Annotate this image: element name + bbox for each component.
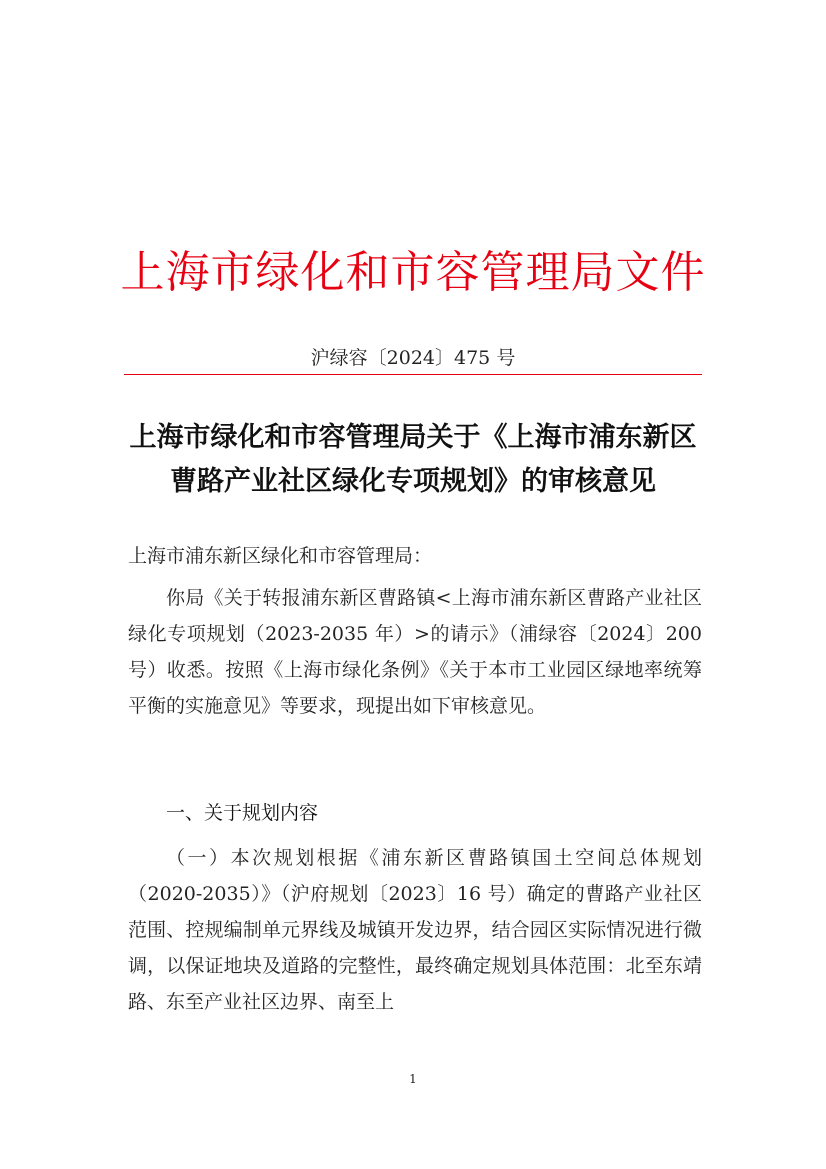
page-number: 1 bbox=[409, 1072, 417, 1086]
red-divider-line bbox=[124, 374, 702, 375]
addressee: 上海市浦东新区绿化和市容管理局： bbox=[128, 545, 433, 567]
document-number: 沪绿容〔2024〕475 号 bbox=[310, 347, 516, 369]
section-heading-1: 一、关于规划内容 bbox=[166, 802, 319, 824]
title-line-1: 上海市绿化和市容管理局关于《上海市浦东新区 bbox=[129, 422, 697, 453]
issuer-header: 上海市绿化和市容管理局文件 bbox=[120, 247, 706, 298]
paragraph-1-text: 你局《关于转报浦东新区曹路镇<上海市浦东新区曹路产业社区绿化专项规划（2023-2035 年）>的请示》（浦绿容〔2024〕200 号）收悉。按照《上海市绿化条例》《关于本市工业园区绿地率统筹平衡的实施意见》等要求，现提出如下审核意见。 bbox=[128, 587, 702, 717]
title-line-2: 曹路产业社区绿化专项规划》的审核意见 bbox=[170, 466, 656, 497]
body-paragraph-2 bbox=[128, 840, 702, 1020]
document-title bbox=[110, 416, 716, 504]
body-paragraph-1 bbox=[128, 580, 702, 724]
paragraph-2-text: （一）本次规划根据《浦东新区曹路镇国土空间总体规划（2020-2035）》（沪府规划〔2023〕16 号）确定的曹路产业社区范围、控规编制单元界线及城镇开发边界，结合园区实际情况进行微调，以保证地块及道路的完整性，最终确定规划具体范围：北至东靖路、东至产业社区边界、南至上 bbox=[128, 847, 702, 1013]
